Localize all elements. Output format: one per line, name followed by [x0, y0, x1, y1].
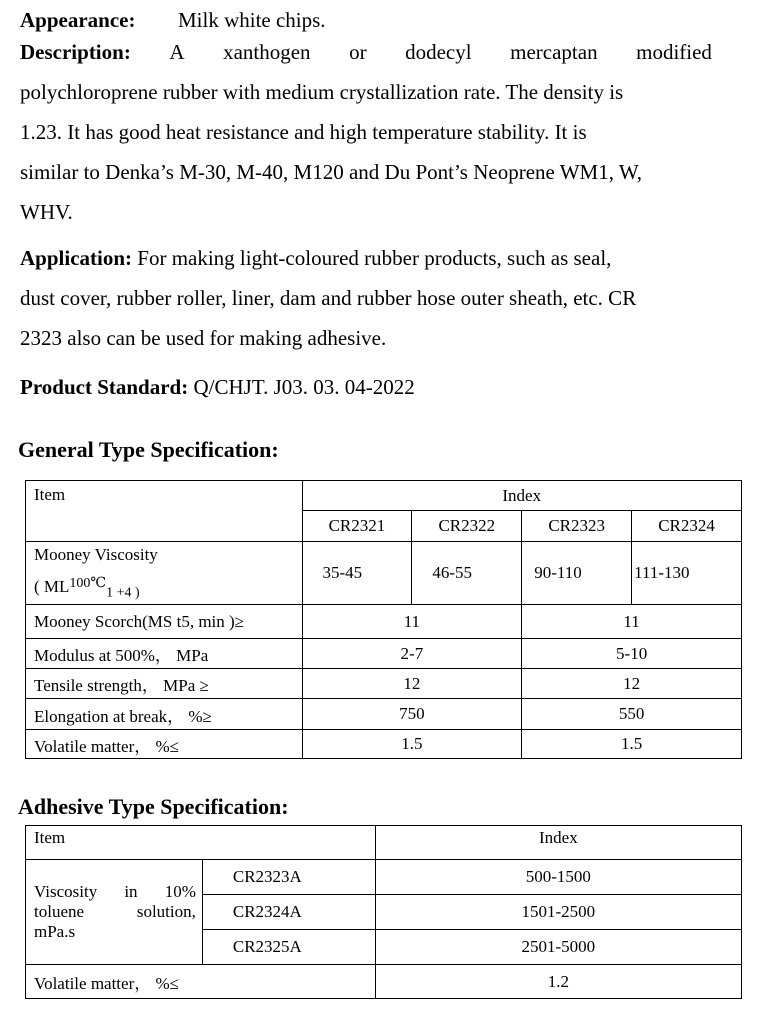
value-cell: 111-130: [632, 542, 742, 605]
description-word: modified: [636, 40, 712, 64]
table-row: [26, 605, 742, 639]
value-cell: 1.5: [522, 730, 742, 759]
product-standard-value: Q/CHJT. J03. 03. 04-2022: [193, 375, 415, 399]
grade-cell: CR2324: [632, 511, 742, 542]
application-text-1: For making light-coloured rubber products, such as seal,: [137, 246, 612, 270]
row-label: Mooney Scorch(MS t5, min )≥: [26, 605, 303, 639]
value-cell: 5-10: [522, 639, 742, 669]
row-label: Volatile matter， %≤: [26, 730, 303, 759]
description-word: dodecyl: [405, 40, 472, 64]
header-item: Item: [26, 826, 376, 860]
viscosity-word: Viscosity: [34, 882, 98, 901]
table-row: [26, 639, 742, 669]
grade-cell: CR2324A: [202, 895, 375, 930]
product-standard-label: Product Standard:: [20, 375, 189, 399]
description-line-3: 1.23. It has good heat resistance and high temperature stability. It is: [20, 120, 587, 144]
table-row: [26, 860, 742, 895]
value-cell: 90-110: [522, 542, 632, 605]
value-cell: 12: [522, 669, 742, 699]
description-word: xanthogen: [223, 40, 311, 64]
row-label: Tensile strength， MPa ≥: [26, 669, 303, 699]
grade-cell: CR2321: [302, 511, 412, 542]
value-cell: 2501-5000: [375, 930, 741, 965]
appearance-label: Appearance:: [20, 8, 136, 32]
value-cell: 550: [522, 699, 742, 730]
unit-sup: 100℃: [69, 575, 107, 591]
viscosity-label-line-1: [34, 882, 196, 902]
viscosity-word: in: [124, 882, 138, 901]
row-label: Volatile matter， %≤: [26, 965, 376, 999]
table-row: [26, 669, 742, 699]
row-label: Elongation at break， %≥: [26, 699, 303, 730]
grade-cell: CR2325A: [202, 930, 375, 965]
viscosity-word: toluene: [34, 902, 85, 921]
header-index: Index: [302, 481, 741, 511]
unit-sub: 1 +4 ): [106, 585, 140, 601]
product-standard-line: [20, 375, 415, 400]
value-cell: 500-1500: [375, 860, 741, 895]
adhesive-spec-title: Adhesive Type Specification:: [18, 794, 289, 819]
description-word: mercaptan: [510, 40, 598, 64]
general-spec-table: [25, 480, 742, 759]
value-cell: 1.5: [302, 730, 522, 759]
description-word: A: [169, 40, 185, 64]
appearance-value: Milk white chips.: [177, 8, 326, 32]
table-row: [26, 699, 742, 730]
row-label: Modulus at 500%， MPa: [26, 639, 303, 669]
application-line-1: [20, 246, 611, 271]
appearance-line: [20, 8, 326, 33]
mooney-viscosity-label: Mooney Viscosity: [34, 544, 158, 564]
unit-main: ( ML: [34, 576, 70, 596]
table-row: [26, 730, 742, 759]
value-cell: 2-7: [302, 639, 522, 669]
value-cell: 1.2: [375, 965, 741, 999]
viscosity-word: 10%: [164, 882, 196, 901]
application-line-2: dust cover, rubber roller, liner, dam and rubber hose outer sheath, etc. CR: [20, 286, 637, 310]
description-line-1: [20, 40, 712, 65]
value-cell: 35-45: [302, 542, 412, 605]
value-cell: 750: [302, 699, 522, 730]
value-cell: 11: [522, 605, 742, 639]
mooney-viscosity-unit: [34, 575, 302, 601]
viscosity-label-cell: [26, 860, 203, 965]
description-word: or: [349, 40, 367, 64]
description-line-2: polychloroprene rubber with medium crystallization rate. The density is: [20, 80, 624, 104]
value-cell: 1501-2500: [375, 895, 741, 930]
application-label: Application:: [20, 246, 133, 270]
viscosity-label-line-2: [34, 902, 196, 922]
application-line-3: 2323 also can be used for making adhesive.: [20, 326, 387, 350]
description-label: Description:: [20, 40, 131, 64]
header-item: Item: [26, 481, 303, 542]
viscosity-label-line-3: mPa.s: [34, 922, 76, 941]
header-index: Index: [375, 826, 741, 860]
adhesive-spec-table: [25, 825, 742, 999]
viscosity-word: solution,: [136, 902, 196, 921]
grade-cell: CR2323A: [202, 860, 375, 895]
description-line-5: WHV.: [20, 200, 73, 224]
general-spec-title: General Type Specification:: [18, 437, 279, 462]
table-header-row: [26, 481, 742, 511]
value-cell: 11: [302, 605, 522, 639]
table-header-row: [26, 826, 742, 860]
grade-cell: CR2323: [522, 511, 632, 542]
grade-cell: CR2322: [412, 511, 522, 542]
mooney-viscosity-row: [26, 542, 742, 605]
value-cell: 46-55: [412, 542, 522, 605]
table-row: [26, 965, 742, 999]
mooney-viscosity-label-cell: [26, 542, 303, 605]
value-cell: 12: [302, 669, 522, 699]
description-line-4: similar to Denka’s M-30, M-40, M120 and Du Pont’s Neoprene WM1, W,: [20, 160, 642, 184]
